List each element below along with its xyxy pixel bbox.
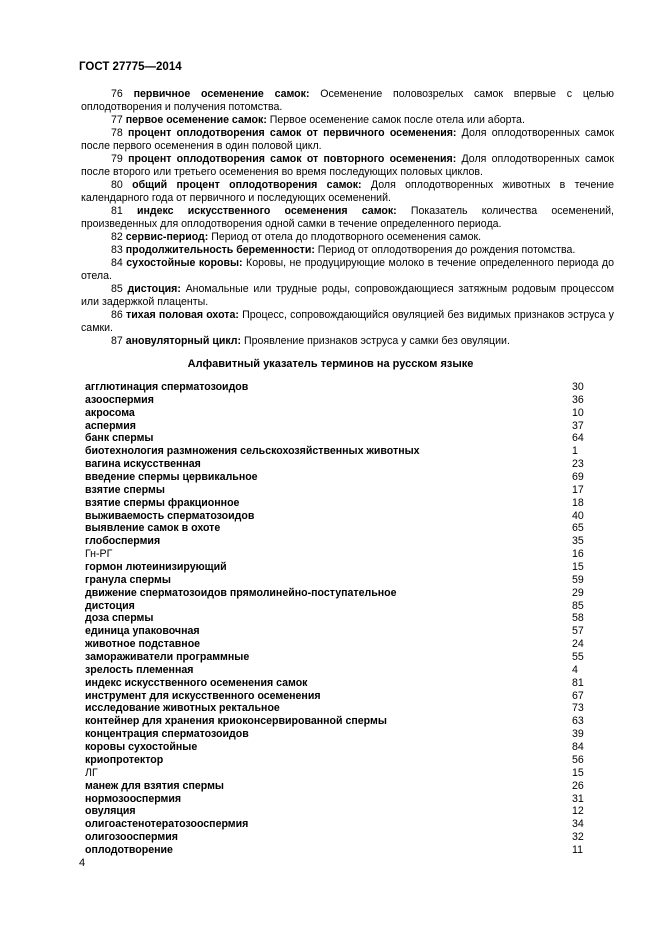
- index-number: 84: [572, 741, 584, 754]
- definition-number: 86: [111, 309, 123, 321]
- index-row: [85, 651, 592, 664]
- definition-number: 77: [111, 114, 123, 126]
- definition-term: сухостойные коровы:: [126, 257, 243, 269]
- index-number: 11: [572, 843, 583, 856]
- index-row: [85, 510, 592, 523]
- definition-text: Период от оплодотворения до рождения потомства.: [314, 244, 576, 256]
- definitions-list: [81, 88, 614, 348]
- index-term: животное подставное: [85, 638, 201, 651]
- definition-text: Осеменение половозрелых самок впервые с целью оплодотворения и получения потомства.: [81, 88, 614, 113]
- index-row: [85, 754, 592, 767]
- definition-term: первичное осеменение самок:: [133, 88, 310, 100]
- definition-number: 85: [111, 283, 123, 295]
- index-number: 65: [572, 522, 584, 535]
- index-term: дистоция: [85, 599, 135, 612]
- index-term: оплодотворение: [85, 843, 173, 856]
- index-number: 58: [572, 612, 584, 625]
- definition-text: Показатель количества осеменений, произведенных для оплодотворения одной самки в течение определенного периода.: [81, 205, 614, 230]
- definition-number: 76: [111, 88, 123, 100]
- index-term: гормон лютеинизирующий: [85, 561, 227, 574]
- index-term: исследование животных ректальное: [85, 702, 280, 715]
- index-number: 59: [572, 573, 584, 586]
- index-row: [85, 818, 592, 831]
- index-row: [85, 702, 592, 715]
- index-row: [85, 728, 592, 741]
- index-term: взятие спермы: [85, 483, 165, 496]
- index-term: биотехнология размножения сельскохозяйственных животных: [85, 445, 420, 458]
- index-row: [85, 381, 592, 394]
- definition-item: [81, 244, 614, 257]
- definition-term: продолжительность беременности:: [125, 244, 315, 256]
- alphabetical-index: [85, 381, 592, 857]
- index-row: [85, 612, 592, 625]
- index-row: [85, 715, 592, 728]
- index-term: олигозооспермия: [85, 831, 178, 844]
- index-row: [85, 535, 592, 548]
- index-number: 16: [572, 548, 584, 561]
- definition-item: [81, 127, 614, 153]
- index-row: [85, 522, 592, 535]
- index-term: движение сперматозоидов прямолинейно-поступательное: [85, 586, 397, 599]
- page-number: 4: [79, 857, 86, 869]
- definition-number: 79: [111, 153, 123, 165]
- index-number: 30: [572, 381, 584, 393]
- definition-number: 84: [111, 257, 123, 269]
- index-number: 32: [572, 831, 584, 844]
- index-number: 63: [572, 715, 584, 728]
- definition-number: 81: [111, 205, 123, 217]
- index-number: 81: [572, 676, 584, 689]
- index-term: манеж для взятия спермы: [85, 779, 224, 792]
- index-row: [85, 793, 592, 806]
- index-row: [85, 625, 592, 638]
- definition-text: Первое осеменение самок после отела или аборта.: [266, 114, 525, 126]
- index-number: 67: [572, 689, 584, 702]
- index-term: агглютинация сперматозоидов: [85, 381, 249, 393]
- index-number: 15: [572, 561, 584, 574]
- index-term: гранула спермы: [85, 573, 171, 586]
- index-term: выявление самок в охоте: [85, 522, 221, 535]
- definition-term: дистоция:: [127, 283, 181, 295]
- index-row: [85, 561, 592, 574]
- definition-number: 80: [111, 179, 123, 191]
- index-row: [85, 664, 592, 677]
- definition-item: [81, 257, 614, 283]
- index-number: 64: [572, 432, 584, 445]
- index-term: глобоспермия: [85, 535, 161, 548]
- index-number: 18: [572, 496, 584, 509]
- index-number: 34: [572, 818, 584, 831]
- index-number: 12: [572, 805, 584, 818]
- index-row: [85, 432, 592, 445]
- index-row: [85, 831, 592, 844]
- index-term: взятие спермы фракционное: [85, 496, 240, 509]
- index-row: [85, 780, 592, 793]
- index-row: [85, 420, 592, 433]
- definition-text: Аномальные или трудные роды, сопровождающиеся затяжным родовым процессом или задержкой плаценты.: [81, 283, 614, 308]
- index-term: ЛГ: [85, 766, 98, 779]
- index-term: банк спермы: [85, 432, 154, 445]
- index-row: [85, 741, 592, 754]
- document-header: ГОСТ 27775—2014: [79, 61, 182, 73]
- definition-text: Процесс, сопровождающийся овуляцией без видимых признаков эструса у самки.: [81, 309, 614, 334]
- definition-text: Доля оплодотворенных животных в течение календарного года от первичного и последующих осеменений.: [81, 179, 614, 204]
- index-row: [85, 484, 592, 497]
- index-term: вагина искусственная: [85, 458, 201, 471]
- index-row: [85, 844, 592, 857]
- index-row: [85, 600, 592, 613]
- index-number: 37: [572, 419, 584, 432]
- definition-term: сервис-период:: [125, 231, 209, 243]
- definition-term: тихая половая охота:: [126, 309, 239, 321]
- definition-item: [81, 283, 614, 309]
- definition-number: 78: [111, 127, 123, 139]
- index-number: 69: [572, 471, 584, 484]
- index-number: 17: [572, 483, 584, 496]
- index-number: 10: [572, 406, 584, 419]
- definition-term: общий процент оплодотворения самок:: [132, 179, 362, 191]
- definition-text: Коровы, не продуцирующие молоко в течение определенного периода до отела.: [81, 257, 614, 282]
- index-number: 1: [572, 445, 578, 458]
- index-number: 56: [572, 753, 584, 766]
- index-number: 40: [572, 509, 584, 522]
- index-number: 73: [572, 702, 584, 715]
- index-term: индекс искусственного осеменения самок: [85, 676, 308, 689]
- index-term: контейнер для хранения криоконсервированной спермы: [85, 715, 387, 728]
- index-term: концентрация сперматозоидов: [85, 728, 249, 741]
- index-number: 15: [572, 766, 584, 779]
- definition-item: [81, 153, 614, 179]
- index-number: 36: [572, 393, 584, 406]
- index-row: [85, 677, 592, 690]
- index-row: [85, 574, 592, 587]
- definition-item: [81, 231, 614, 244]
- index-number: 26: [572, 779, 584, 792]
- definition-term: индекс искусственного осеменения самок:: [136, 205, 397, 217]
- index-term: акросома: [85, 406, 135, 419]
- index-row: [85, 690, 592, 703]
- index-term: замораживатели программные: [85, 651, 250, 664]
- index-term: инструмент для искусственного осеменения: [85, 689, 321, 702]
- definition-number: 83: [111, 244, 123, 256]
- definition-item: [81, 309, 614, 335]
- index-row: [85, 638, 592, 651]
- index-title: Алфавитный указатель терминов на русском языке: [187, 358, 474, 370]
- index-number: 39: [572, 728, 584, 741]
- definition-text: Доля оплодотворенных самок после первого осеменения в один половой цикл.: [81, 127, 614, 152]
- index-row: [85, 767, 592, 780]
- index-term: доза спермы: [85, 612, 154, 625]
- index-term: олигоастенотератозооспермия: [85, 818, 249, 831]
- index-term: единица упаковочная: [85, 625, 200, 638]
- index-row: [85, 458, 592, 471]
- index-number: 57: [572, 625, 584, 638]
- index-number: 29: [572, 586, 584, 599]
- index-term: коровы сухостойные: [85, 741, 198, 754]
- index-row: [85, 394, 592, 407]
- definition-item: [81, 205, 614, 231]
- index-row: [85, 548, 592, 561]
- index-term: азооспермия: [85, 393, 154, 406]
- definition-text: Проявление признаков эструса у самки без овуляции.: [241, 335, 510, 347]
- index-number: 24: [572, 638, 584, 651]
- index-term: зрелость племенная: [85, 663, 194, 676]
- definition-number: 87: [111, 335, 123, 347]
- definition-number: 82: [111, 231, 123, 243]
- definition-term: ановуляторный цикл:: [125, 335, 242, 347]
- index-number: 23: [572, 458, 584, 471]
- definition-term: процент оплодотворения самок от первичного осеменения:: [128, 127, 457, 139]
- index-term: нормозооспермия: [85, 792, 182, 805]
- definition-item: [81, 114, 614, 127]
- index-row: [85, 805, 592, 818]
- index-term: Гн-РГ: [85, 548, 113, 561]
- definition-item: [81, 179, 614, 205]
- index-row: [85, 587, 592, 600]
- index-term: овуляция: [85, 805, 136, 818]
- definition-term: первое осеменение самок:: [125, 114, 267, 126]
- definition-text: Доля оплодотворенных самок после второго или третьего осеменения во время последующих половых циклов.: [81, 153, 614, 178]
- index-term: криопротектор: [85, 753, 164, 766]
- index-row: [85, 407, 592, 420]
- definition-term: процент оплодотворения самок от повторного осеменения:: [128, 153, 457, 165]
- definition-text: Период от отела до плодотворного осеменения самок.: [208, 231, 482, 243]
- index-number: 4: [572, 663, 578, 676]
- index-number: 85: [572, 599, 584, 612]
- index-number: 35: [572, 535, 584, 548]
- index-row: [85, 445, 592, 458]
- index-term: выживаемость сперматозоидов: [85, 509, 255, 522]
- definition-item: [81, 88, 614, 114]
- index-term: введение спермы цервикальное: [85, 471, 258, 484]
- index-number: 31: [572, 792, 584, 805]
- index-term: аспермия: [85, 419, 136, 432]
- index-row: [85, 471, 592, 484]
- index-row: [85, 497, 592, 510]
- definition-item: [81, 335, 614, 348]
- index-number: 55: [572, 651, 584, 664]
